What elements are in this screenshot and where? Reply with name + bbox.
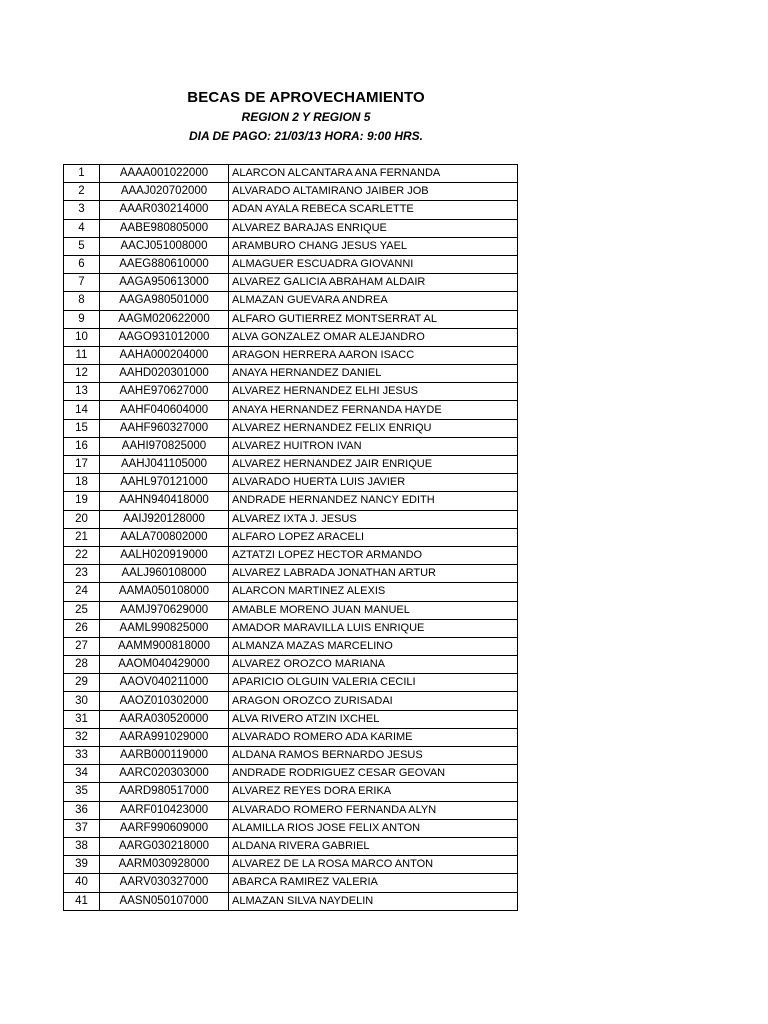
code-cell: AAHN940418000: [100, 492, 229, 510]
code-cell: AAAA001022000: [100, 165, 229, 183]
row-number-cell: 24: [64, 583, 100, 601]
code-cell: AAHF960327000: [100, 419, 229, 437]
code-cell: AAMM900818000: [100, 637, 229, 655]
name-cell: ALARCON ALCANTARA ANA FERNANDA: [229, 165, 518, 183]
code-cell: AARA991029000: [100, 728, 229, 746]
row-number-cell: 6: [64, 255, 100, 273]
table-row: [64, 255, 518, 273]
code-cell: AAHL970121000: [100, 474, 229, 492]
row-number-cell: 19: [64, 492, 100, 510]
row-number-cell: 21: [64, 528, 100, 546]
table-row: [64, 456, 518, 474]
row-number-cell: 32: [64, 728, 100, 746]
name-cell: ALVAREZ IXTA J. JESUS: [229, 510, 518, 528]
code-cell: AALJ960108000: [100, 565, 229, 583]
name-cell: ANAYA HERNANDEZ FERNANDA HAYDE: [229, 401, 518, 419]
row-number-cell: 15: [64, 419, 100, 437]
row-number-cell: 38: [64, 837, 100, 855]
table-row: [64, 765, 518, 783]
row-number-cell: 2: [64, 183, 100, 201]
row-number-cell: 36: [64, 801, 100, 819]
code-cell: AAIJ920128000: [100, 510, 229, 528]
row-number-cell: 22: [64, 546, 100, 564]
table-row: [64, 783, 518, 801]
code-cell: AABE980805000: [100, 219, 229, 237]
code-cell: AARF010423000: [100, 801, 229, 819]
document-title: BECAS DE APROVECHAMIENTO: [187, 89, 425, 106]
row-number-cell: 9: [64, 310, 100, 328]
row-number-cell: 33: [64, 747, 100, 765]
code-cell: AARG030218000: [100, 837, 229, 855]
row-number-cell: 8: [64, 292, 100, 310]
table-row: [64, 856, 518, 874]
table-row: [64, 837, 518, 855]
table-row: [64, 601, 518, 619]
row-number-cell: 17: [64, 456, 100, 474]
name-cell: ALVAREZ DE LA ROSA MARCO ANTON: [229, 856, 518, 874]
row-number-cell: 25: [64, 601, 100, 619]
name-cell: ALVAREZ HERNANDEZ FELIX ENRIQU: [229, 419, 518, 437]
name-cell: ALDANA RIVERA GABRIEL: [229, 837, 518, 855]
table-row: [64, 419, 518, 437]
table-row: [64, 801, 518, 819]
row-number-cell: 26: [64, 619, 100, 637]
name-cell: ALVA RIVERO ATZIN IXCHEL: [229, 710, 518, 728]
row-number-cell: 16: [64, 437, 100, 455]
code-cell: AAAJ020702000: [100, 183, 229, 201]
code-cell: AAHJ041105000: [100, 456, 229, 474]
code-cell: AAOZ010302000: [100, 692, 229, 710]
row-number-cell: 31: [64, 710, 100, 728]
code-cell: AAMA050108000: [100, 583, 229, 601]
row-number-cell: 30: [64, 692, 100, 710]
table-row: [64, 674, 518, 692]
name-cell: ALMAZAN GUEVARA ANDREA: [229, 292, 518, 310]
row-number-cell: 11: [64, 346, 100, 364]
table-row: [64, 546, 518, 564]
table-row: [64, 219, 518, 237]
table-row: [64, 747, 518, 765]
code-cell: AAEG880610000: [100, 255, 229, 273]
table-row: [64, 492, 518, 510]
table-row: [64, 201, 518, 219]
name-cell: ARAMBURO CHANG JESUS YAEL: [229, 237, 518, 255]
name-cell: ALVAREZ HERNANDEZ JAIR ENRIQUE: [229, 456, 518, 474]
row-number-cell: 23: [64, 565, 100, 583]
name-cell: ALFARO GUTIERREZ MONTSERRAT AL: [229, 310, 518, 328]
table-row: [64, 310, 518, 328]
row-number-cell: 13: [64, 383, 100, 401]
code-cell: AAHE970627000: [100, 383, 229, 401]
code-cell: AARM030928000: [100, 856, 229, 874]
table-row: [64, 510, 518, 528]
name-cell: ALVARADO HUERTA LUIS JAVIER: [229, 474, 518, 492]
row-number-cell: 7: [64, 274, 100, 292]
name-cell: ABARCA RAMIREZ VALERIA: [229, 874, 518, 892]
row-number-cell: 28: [64, 656, 100, 674]
code-cell: AAOM040429000: [100, 656, 229, 674]
table-row: [64, 728, 518, 746]
beneficiary-table: [63, 164, 518, 911]
code-cell: AAHI970825000: [100, 437, 229, 455]
table-row: [64, 710, 518, 728]
row-number-cell: 41: [64, 892, 100, 910]
row-number-cell: 39: [64, 856, 100, 874]
row-number-cell: 12: [64, 365, 100, 383]
name-cell: ALMAGUER ESCUADRA GIOVANNI: [229, 255, 518, 273]
code-cell: AARA030520000: [100, 710, 229, 728]
name-cell: ALFARO LOPEZ ARACELI: [229, 528, 518, 546]
code-cell: AAGA980501000: [100, 292, 229, 310]
table-row: [64, 583, 518, 601]
code-cell: AARD980517000: [100, 783, 229, 801]
table-row: [64, 292, 518, 310]
name-cell: ANDRADE RODRIGUEZ CESAR GEOVAN: [229, 765, 518, 783]
code-cell: AAHD020301000: [100, 365, 229, 383]
name-cell: ALVAREZ GALICIA ABRAHAM ALDAIR: [229, 274, 518, 292]
payment-date: DIA DE PAGO: 21/03/13 HORA: 9:00 HRS.: [188, 129, 424, 143]
name-cell: ADAN AYALA REBECA SCARLETTE: [229, 201, 518, 219]
table-row: [64, 892, 518, 910]
code-cell: AAGA950613000: [100, 274, 229, 292]
name-cell: ANAYA HERNANDEZ DANIEL: [229, 365, 518, 383]
code-cell: AACJ051008000: [100, 237, 229, 255]
table-row: [64, 619, 518, 637]
table-row: [64, 346, 518, 364]
name-cell: ALVAREZ REYES DORA ERIKA: [229, 783, 518, 801]
table-row: [64, 274, 518, 292]
code-cell: AARB000119000: [100, 747, 229, 765]
row-number-cell: 14: [64, 401, 100, 419]
row-number-cell: 5: [64, 237, 100, 255]
name-cell: APARICIO OLGUIN VALERIA CECILI: [229, 674, 518, 692]
table-row: [64, 528, 518, 546]
code-cell: AAMJ970629000: [100, 601, 229, 619]
beneficiary-table-body: [64, 165, 518, 911]
table-row: [64, 474, 518, 492]
name-cell: ALVARADO ROMERO ADA KARIME: [229, 728, 518, 746]
table-row: [64, 237, 518, 255]
table-row: [64, 383, 518, 401]
name-cell: ALARCON MARTINEZ ALEXIS: [229, 583, 518, 601]
row-number-cell: 35: [64, 783, 100, 801]
row-number-cell: 34: [64, 765, 100, 783]
code-cell: AAHA000204000: [100, 346, 229, 364]
name-cell: ALVAREZ LABRADA JONATHAN ARTUR: [229, 565, 518, 583]
code-cell: AARV030327000: [100, 874, 229, 892]
name-cell: AMADOR MARAVILLA LUIS ENRIQUE: [229, 619, 518, 637]
code-cell: AAML990825000: [100, 619, 229, 637]
table-row: [64, 365, 518, 383]
code-cell: AASN050107000: [100, 892, 229, 910]
table-row: [64, 819, 518, 837]
row-number-cell: 1: [64, 165, 100, 183]
name-cell: AZTATZI LOPEZ HECTOR ARMANDO: [229, 546, 518, 564]
table-row: [64, 637, 518, 655]
name-cell: ARAGON OROZCO ZURISADAI: [229, 692, 518, 710]
code-cell: AALH020919000: [100, 546, 229, 564]
name-cell: ALVA GONZALEZ OMAR ALEJANDRO: [229, 328, 518, 346]
code-cell: AAGM020622000: [100, 310, 229, 328]
code-cell: AAAR030214000: [100, 201, 229, 219]
row-number-cell: 27: [64, 637, 100, 655]
table-row: [64, 328, 518, 346]
name-cell: ALVAREZ BARAJAS ENRIQUE: [229, 219, 518, 237]
code-cell: AAGO931012000: [100, 328, 229, 346]
name-cell: ARAGON HERRERA AARON ISACC: [229, 346, 518, 364]
name-cell: ALVAREZ HUITRON IVAN: [229, 437, 518, 455]
row-number-cell: 3: [64, 201, 100, 219]
row-number-cell: 29: [64, 674, 100, 692]
table-row: [64, 692, 518, 710]
name-cell: ALMANZA MAZAS MARCELINO: [229, 637, 518, 655]
table-row: [64, 437, 518, 455]
name-cell: ALVAREZ HERNANDEZ ELHI JESUS: [229, 383, 518, 401]
table-row: [64, 165, 518, 183]
row-number-cell: 40: [64, 874, 100, 892]
name-cell: ALVARADO ROMERO FERNANDA ALYN: [229, 801, 518, 819]
name-cell: ALAMILLA RIOS JOSE FELIX ANTON: [229, 819, 518, 837]
table-row: [64, 656, 518, 674]
row-number-cell: 37: [64, 819, 100, 837]
name-cell: ANDRADE HERNANDEZ NANCY EDITH: [229, 492, 518, 510]
code-cell: AARC020303000: [100, 765, 229, 783]
code-cell: AARF990609000: [100, 819, 229, 837]
name-cell: ALVARADO ALTAMIRANO JAIBER JOB: [229, 183, 518, 201]
row-number-cell: 10: [64, 328, 100, 346]
name-cell: ALDANA RAMOS BERNARDO JESUS: [229, 747, 518, 765]
table-row: [64, 183, 518, 201]
name-cell: AMABLE MORENO JUAN MANUEL: [229, 601, 518, 619]
row-number-cell: 18: [64, 474, 100, 492]
table-row: [64, 401, 518, 419]
document-subtitle: REGION 2 Y REGION 5: [241, 110, 371, 124]
code-cell: AAHF040604000: [100, 401, 229, 419]
table-row: [64, 565, 518, 583]
name-cell: ALVAREZ OROZCO MARIANA: [229, 656, 518, 674]
code-cell: AAOV040211000: [100, 674, 229, 692]
row-number-cell: 20: [64, 510, 100, 528]
row-number-cell: 4: [64, 219, 100, 237]
code-cell: AALA700802000: [100, 528, 229, 546]
table-row: [64, 874, 518, 892]
name-cell: ALMAZAN SILVA NAYDELIN: [229, 892, 518, 910]
